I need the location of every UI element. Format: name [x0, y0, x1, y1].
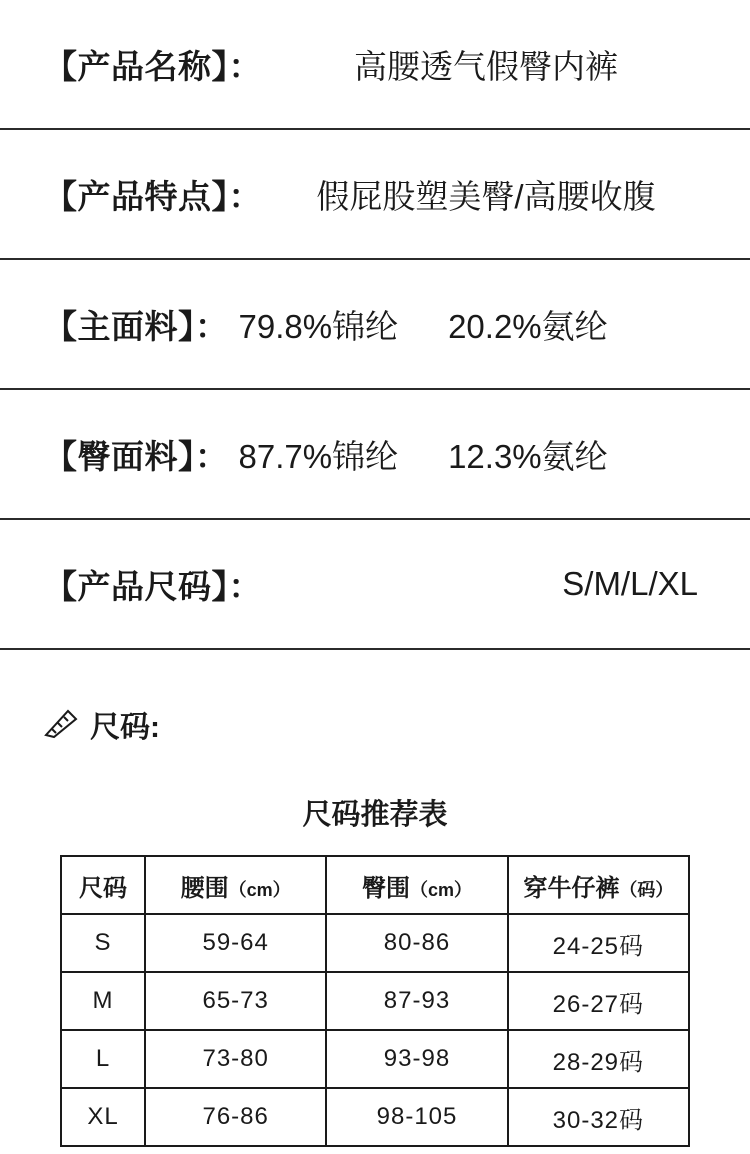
spec-label: 【臀面料】： — [44, 437, 229, 475]
column-header-text: 臀围 — [361, 874, 410, 902]
spec-value-secondary: 20.2%氨纶 — [448, 307, 608, 345]
cell-jeans: 26-27码 — [508, 972, 689, 1030]
spec-row-product-features — [0, 130, 750, 260]
column-header-text: 尺码 — [79, 874, 127, 902]
column-header-size — [61, 856, 145, 914]
cell-waist: 59-64 — [145, 914, 326, 972]
spec-row-hip-fabric — [0, 390, 750, 520]
column-header-text: 腰围 — [180, 874, 229, 902]
spec-value-secondary: 12.3%氨纶 — [448, 437, 608, 475]
column-header-hip — [326, 856, 507, 914]
cell-hip: 93-98 — [326, 1030, 507, 1088]
cell-waist: 65-73 — [145, 972, 326, 1030]
column-header-unit: （码） — [619, 879, 674, 900]
column-header-text: 穿牛仔裤 — [523, 874, 620, 902]
table-header-row — [61, 856, 689, 914]
spec-label: 【主面料】： — [44, 307, 229, 345]
column-header-jeans — [508, 856, 689, 914]
spec-row-product-sizes — [0, 520, 750, 650]
cell-size: S — [61, 914, 145, 972]
cell-hip: 87-93 — [326, 972, 507, 1030]
size-recommendation-table — [60, 855, 690, 1147]
spec-label: 【产品尺码】： — [44, 567, 262, 605]
table-row — [61, 1088, 689, 1146]
spec-value-primary: 87.7%锦纶 — [238, 437, 399, 475]
cell-jeans: 28-29码 — [508, 1030, 689, 1088]
column-header-waist — [145, 856, 326, 914]
cell-hip: 80-86 — [326, 914, 507, 972]
cell-size: XL — [61, 1088, 145, 1146]
spec-value: S/M/L/XL — [562, 565, 698, 602]
cell-size: L — [61, 1030, 145, 1088]
size-section-header — [0, 650, 750, 746]
spec-row-product-name — [0, 0, 750, 130]
cell-size: M — [61, 972, 145, 1030]
spec-value-group — [229, 301, 711, 348]
size-section-heading: 尺码: — [90, 711, 160, 744]
table-row — [61, 972, 689, 1030]
column-header-unit: （cm） — [409, 879, 472, 900]
spec-label: 【产品名称】： — [44, 47, 262, 85]
ruler-icon — [44, 709, 78, 739]
spec-label: 【产品特点】： — [44, 177, 262, 215]
cell-jeans: 30-32码 — [508, 1088, 689, 1146]
spec-value: 假屁股塑美臀/高腰收腹 — [316, 177, 656, 215]
spec-value-group — [229, 431, 711, 478]
spec-value-primary: 79.8%锦纶 — [238, 307, 399, 345]
cell-waist: 73-80 — [145, 1030, 326, 1088]
spec-value: 高腰透气假臀内裤 — [354, 47, 618, 85]
table-row — [61, 1030, 689, 1088]
cell-waist: 76-86 — [145, 1088, 326, 1146]
spec-row-main-fabric — [0, 260, 750, 390]
column-header-unit: （cm） — [228, 879, 291, 900]
cell-jeans: 24-25码 — [508, 914, 689, 972]
table-row — [61, 914, 689, 972]
cell-hip: 98-105 — [326, 1088, 507, 1146]
size-table-title: 尺码推荐表 — [302, 799, 448, 831]
